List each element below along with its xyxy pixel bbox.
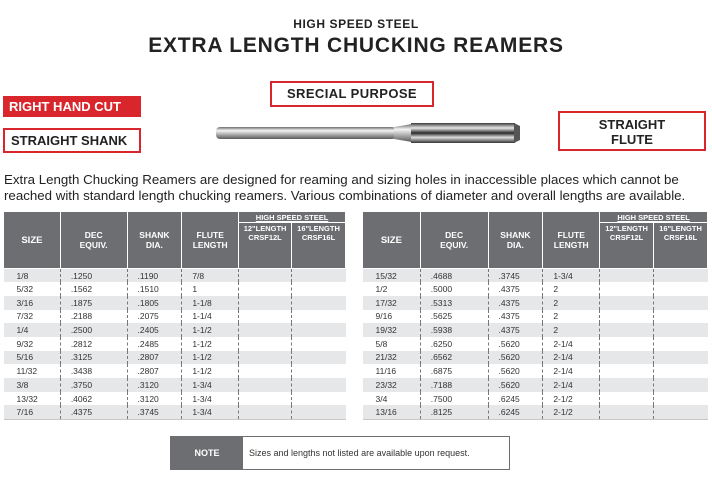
cell-size: 5/16 — [4, 351, 61, 365]
cell-dec: .3750 — [60, 378, 127, 392]
reamer-taper — [394, 124, 412, 142]
cell-flute: 1-1/4 — [182, 310, 239, 324]
cell-shank: .1805 — [127, 296, 182, 310]
cell-crsf12l — [600, 364, 654, 378]
cell-shank: .4375 — [488, 323, 543, 337]
cell-shank: .3745 — [488, 269, 543, 283]
cell-size: 1/2 — [363, 282, 421, 296]
cell-dec: .8125 — [420, 405, 488, 419]
cell-crsf12l — [239, 310, 292, 324]
cell-dec: .4375 — [60, 405, 127, 419]
cell-crsf16l — [292, 310, 346, 324]
cell-size: 9/32 — [4, 337, 61, 351]
header-hss-label: HIGH SPEED STEEL — [255, 212, 329, 222]
cell-size: 3/8 — [4, 378, 61, 392]
cell-size: 17/32 — [363, 296, 421, 310]
table-row — [363, 282, 708, 296]
header-16in-length — [654, 223, 708, 269]
header-flute-length — [543, 212, 600, 269]
header-dec-equiv — [420, 212, 488, 269]
cell-flute: 1-1/2 — [182, 364, 239, 378]
special-purpose-tag: SRECIAL PURPOSE — [270, 81, 434, 107]
cell-shank: .4375 — [488, 296, 543, 310]
cell-flute: 1-1/2 — [182, 323, 239, 337]
header-shank-line2: DIA. — [506, 240, 524, 250]
cell-shank: .2807 — [127, 351, 182, 365]
cell-shank: .1190 — [127, 269, 182, 283]
spec-table-left — [3, 211, 346, 420]
cell-crsf16l — [292, 392, 346, 406]
page-title: EXTRA LENGTH CHUCKING REAMERS — [148, 34, 564, 57]
cell-crsf16l — [292, 351, 346, 365]
header-12in-line2: CRSF12L — [609, 233, 644, 242]
cell-crsf12l — [600, 310, 654, 324]
cell-crsf16l — [292, 405, 346, 419]
spec-table-right — [362, 211, 708, 420]
cell-dec: .1875 — [60, 296, 127, 310]
header-dec-line1: DEC — [445, 230, 464, 240]
cell-crsf16l — [654, 392, 708, 406]
cell-flute: 2 — [543, 296, 600, 310]
table-row — [4, 269, 346, 283]
reamer-tip — [514, 123, 520, 143]
cell-size: 5/32 — [4, 282, 61, 296]
cell-shank: .2075 — [127, 310, 182, 324]
cell-dec: .4062 — [60, 392, 127, 406]
header-flute-line2: LENGTH — [553, 240, 589, 250]
cell-crsf12l — [239, 364, 292, 378]
header-12in-line1: 12"LENGTH — [605, 224, 648, 233]
note-box — [170, 436, 510, 470]
table-row — [363, 378, 708, 392]
cell-shank: .3120 — [127, 378, 182, 392]
table-row — [363, 296, 708, 310]
cell-size: 3/16 — [4, 296, 61, 310]
cell-size: 5/8 — [363, 337, 421, 351]
cell-crsf12l — [600, 323, 654, 337]
header-flute-line1: FLUTE — [196, 230, 224, 240]
cell-dec: .6250 — [420, 337, 488, 351]
header-size: SIZE — [363, 212, 421, 269]
cell-dec: .2188 — [60, 310, 127, 324]
cell-dec: .3125 — [60, 351, 127, 365]
spec-table-left-body — [4, 269, 346, 420]
cell-crsf12l — [239, 405, 292, 419]
reamer-flutes — [411, 123, 515, 143]
cell-shank: .5620 — [488, 378, 543, 392]
cell-crsf12l — [239, 282, 292, 296]
cell-flute: 1-3/4 — [182, 405, 239, 419]
cell-size: 13/16 — [363, 405, 421, 419]
description-text: Extra Length Chucking Reamers are designed for reaming and sizing holes in inaccessible places which cannot be reached with standard length chucking reamers. Various combinations of diameter and overall lengths are available. — [4, 172, 686, 203]
table-row — [363, 351, 708, 365]
cell-dec: .7500 — [420, 392, 488, 406]
table-row — [363, 337, 708, 351]
cell-crsf16l — [654, 296, 708, 310]
header-shank-line2: DIA. — [145, 240, 163, 250]
cell-shank: .3745 — [127, 405, 182, 419]
cell-size: 11/16 — [363, 364, 421, 378]
cell-crsf16l — [654, 269, 708, 283]
cell-dec: .1250 — [60, 269, 127, 283]
cell-shank: .5620 — [488, 337, 543, 351]
header-hss-label: HIGH SPEED STEEL — [617, 212, 690, 222]
reamer-shank — [216, 127, 396, 139]
table-row — [363, 323, 708, 337]
cell-flute: 1-1/8 — [182, 296, 239, 310]
cell-crsf12l — [600, 296, 654, 310]
cell-dec: .1562 — [60, 282, 127, 296]
cell-shank: .5620 — [488, 351, 543, 365]
cell-flute: 1-3/4 — [543, 269, 600, 283]
header-16in-line1: 16"LENGTH — [297, 224, 340, 233]
cell-crsf16l — [292, 337, 346, 351]
header-shank-dia — [488, 212, 543, 269]
cell-size: 15/32 — [363, 269, 421, 283]
header-dec-line2: EQUIV. — [440, 240, 469, 250]
cell-flute: 2-1/4 — [543, 378, 600, 392]
cell-size: 3/4 — [363, 392, 421, 406]
cell-crsf12l — [600, 351, 654, 365]
table-row — [363, 310, 708, 324]
cell-crsf16l — [292, 296, 346, 310]
table-row — [4, 351, 346, 365]
cell-crsf16l — [292, 378, 346, 392]
supertitle: HIGH SPEED STEEL — [293, 17, 419, 31]
cell-shank: .4375 — [488, 310, 543, 324]
header-flute-line2: LENGTH — [192, 240, 228, 250]
cell-crsf12l — [239, 337, 292, 351]
header-high-speed-steel — [600, 212, 708, 223]
cell-crsf16l — [654, 378, 708, 392]
cell-dec: .3438 — [60, 364, 127, 378]
cell-shank: .4375 — [488, 282, 543, 296]
header-dec-equiv — [60, 212, 127, 269]
table-row — [4, 378, 346, 392]
cell-size: 1/8 — [4, 269, 61, 283]
cell-flute: 2-1/4 — [543, 364, 600, 378]
cell-flute: 2-1/4 — [543, 337, 600, 351]
cell-shank: .6245 — [488, 392, 543, 406]
header-dec-line2: EQUIV. — [79, 240, 108, 250]
cell-size: 21/32 — [363, 351, 421, 365]
cell-dec: .5000 — [420, 282, 488, 296]
note-label: NOTE — [171, 437, 243, 469]
cell-crsf12l — [600, 337, 654, 351]
cell-size: 7/16 — [4, 405, 61, 419]
cell-size: 19/32 — [363, 323, 421, 337]
cell-crsf12l — [239, 378, 292, 392]
table-row — [4, 323, 346, 337]
cell-crsf16l — [654, 337, 708, 351]
cell-crsf16l — [654, 282, 708, 296]
cell-size: 23/32 — [363, 378, 421, 392]
cell-size: 9/16 — [363, 310, 421, 324]
header-16in-line1: 16"LENGTH — [659, 224, 702, 233]
cell-crsf12l — [239, 392, 292, 406]
header-16in-line2: CRSF16L — [663, 233, 698, 242]
cell-flute: 2-1/2 — [543, 405, 600, 419]
header-12in-line2: CRSF12L — [248, 233, 282, 242]
straight-flute-tag — [558, 111, 706, 151]
cell-flute: 2-1/4 — [543, 351, 600, 365]
cell-dec: .4688 — [420, 269, 488, 283]
header-size: SIZE — [4, 212, 61, 269]
cell-dec: .5625 — [420, 310, 488, 324]
cell-crsf12l — [239, 351, 292, 365]
cell-crsf12l — [600, 378, 654, 392]
cell-shank: .6245 — [488, 405, 543, 419]
cell-size: 7/32 — [4, 310, 61, 324]
cell-flute: 2 — [543, 323, 600, 337]
table-row — [4, 310, 346, 324]
cell-crsf12l — [239, 269, 292, 283]
cell-shank: .2807 — [127, 364, 182, 378]
table-row — [363, 392, 708, 406]
cell-dec: .6875 — [420, 364, 488, 378]
cell-crsf16l — [654, 323, 708, 337]
header-12in-line1: 12"LENGTH — [243, 224, 287, 233]
header-flute-length — [182, 212, 239, 269]
cell-flute: 1-1/2 — [182, 351, 239, 365]
straight-flute-line2: FLUTE — [611, 132, 653, 147]
cell-flute: 1 — [182, 282, 239, 296]
header-high-speed-steel — [239, 212, 346, 223]
cell-dec: .6562 — [420, 351, 488, 365]
table-row — [4, 364, 346, 378]
header-shank-line1: SHANK — [500, 230, 531, 240]
cell-crsf12l — [600, 269, 654, 283]
cell-flute: 1-3/4 — [182, 378, 239, 392]
note-text: Sizes and lengths not listed are available upon request. — [249, 448, 470, 458]
cell-crsf16l — [654, 364, 708, 378]
cell-shank: .2405 — [127, 323, 182, 337]
table-row — [363, 405, 708, 419]
reamer-tool-image — [214, 118, 522, 148]
spec-table-right-body — [363, 269, 708, 420]
cell-crsf16l — [292, 269, 346, 283]
table-row — [363, 364, 708, 378]
cell-shank: .2485 — [127, 337, 182, 351]
cell-flute: 1-1/2 — [182, 337, 239, 351]
cell-shank: .1510 — [127, 282, 182, 296]
cell-dec: .2500 — [60, 323, 127, 337]
cell-crsf12l — [600, 392, 654, 406]
header-flute-line1: FLUTE — [557, 230, 585, 240]
straight-shank-tag: STRAIGHT SHANK — [3, 128, 141, 153]
header-12in-length — [239, 223, 292, 269]
header-shank-line1: SHANK — [139, 230, 170, 240]
cell-crsf16l — [654, 310, 708, 324]
table-row — [4, 392, 346, 406]
right-hand-cut-tag: RIGHT HAND CUT — [3, 96, 141, 117]
header-shank-dia — [127, 212, 182, 269]
table-row — [4, 282, 346, 296]
cell-dec: .5938 — [420, 323, 488, 337]
cell-size: 11/32 — [4, 364, 61, 378]
header-16in-length — [292, 223, 346, 269]
header-12in-length — [600, 223, 654, 269]
cell-crsf16l — [654, 351, 708, 365]
table-row — [4, 337, 346, 351]
cell-dec: .7188 — [420, 378, 488, 392]
cell-flute: 2 — [543, 282, 600, 296]
straight-flute-line1: STRAIGHT — [598, 117, 666, 132]
cell-size: 1/4 — [4, 323, 61, 337]
cell-flute: 2-1/2 — [543, 392, 600, 406]
cell-crsf12l — [239, 323, 292, 337]
cell-crsf12l — [600, 405, 654, 419]
table-row — [363, 269, 708, 283]
header-16in-line2: CRSF16L — [301, 233, 336, 242]
cell-crsf12l — [239, 296, 292, 310]
cell-crsf16l — [292, 323, 346, 337]
table-row — [4, 405, 346, 419]
cell-crsf16l — [654, 405, 708, 419]
cell-crsf12l — [600, 282, 654, 296]
cell-size: 13/32 — [4, 392, 61, 406]
cell-shank: .5620 — [488, 364, 543, 378]
cell-dec: .2812 — [60, 337, 127, 351]
cell-flute: 1-3/4 — [182, 392, 239, 406]
cell-crsf16l — [292, 282, 346, 296]
table-row — [4, 296, 346, 310]
cell-shank: .3120 — [127, 392, 182, 406]
cell-crsf16l — [292, 364, 346, 378]
cell-flute: 2 — [543, 310, 600, 324]
cell-dec: .5313 — [420, 296, 488, 310]
header-dec-line1: DEC — [84, 230, 103, 240]
cell-flute: 7/8 — [182, 269, 239, 283]
